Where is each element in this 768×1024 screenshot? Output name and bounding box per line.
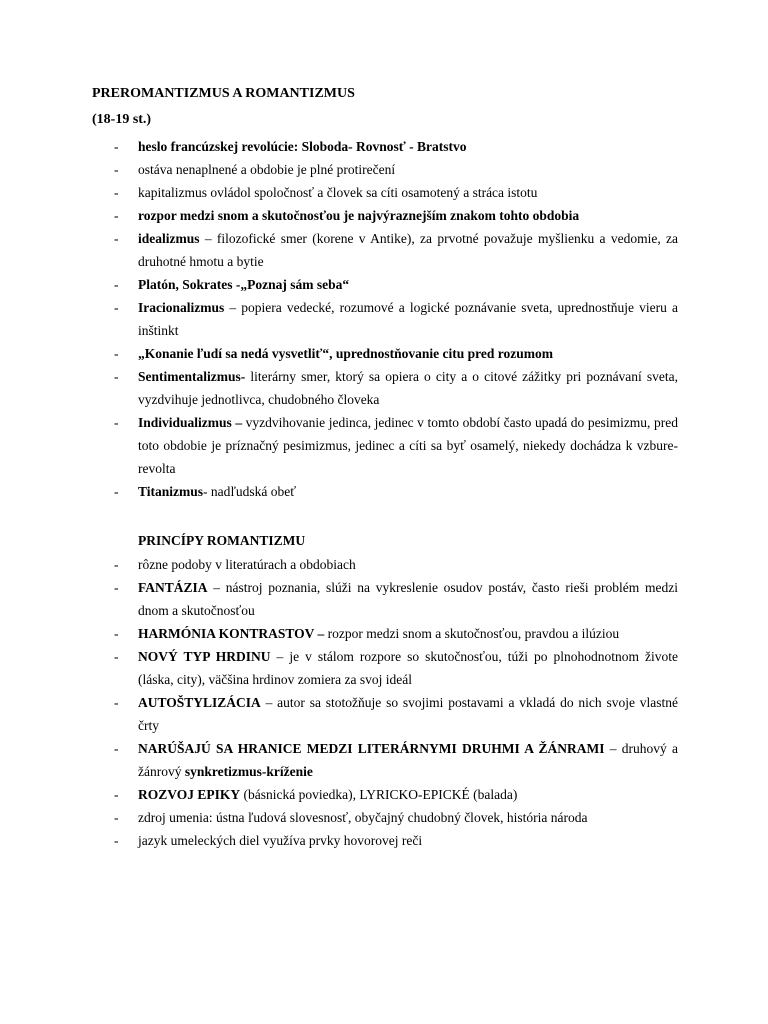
bullet-dash: -	[114, 557, 119, 572]
bullet-dash: -	[114, 626, 119, 641]
list-item	[0, 158, 678, 181]
item-term: idealizmus	[138, 231, 200, 246]
item-text: rozpor medzi snom a skutočnosťou, pravdou a ilúziou	[324, 626, 620, 641]
bullet-dash: -	[114, 300, 119, 315]
list-item	[0, 227, 678, 273]
item-term: FANTÁZIA	[138, 580, 208, 595]
bullet-dash: -	[114, 162, 119, 177]
item-term: NOVÝ TYP HRDINU	[138, 649, 271, 664]
item-term: Titanizmus	[138, 484, 204, 499]
section-heading-principles: PRINCÍPY ROMANTIZMU	[138, 533, 306, 548]
item-text: ostáva nenaplnené a obdobie je plné protirečení	[138, 162, 396, 177]
bullet-dash: -	[114, 231, 119, 246]
list-item	[0, 553, 678, 576]
item-text: rôzne podoby v literatúrach a obdobiach	[138, 557, 356, 572]
item-text: zdroj umenia: ústna ľudová slovesnosť, obyčajný chudobný človek, história národa	[138, 810, 588, 825]
item-text: jazyk umeleckých diel využíva prvky hovorovej reči	[138, 833, 423, 848]
list-item	[0, 829, 678, 852]
item-term: rozpor medzi snom a skutočnosťou je najvýraznejším znakom tohto obdobia	[138, 208, 580, 223]
list-item	[0, 365, 678, 411]
item-text: - nadľudská obeť	[203, 484, 296, 499]
bullet-dash: -	[114, 139, 119, 154]
list-item	[0, 806, 678, 829]
item-term: Sentimentalizmus-	[138, 369, 246, 384]
item-text: kapitalizmus ovládol spoločnosť a človek sa cíti osamotený a stráca istotu	[138, 185, 538, 200]
list-item	[0, 135, 678, 158]
list-item	[0, 622, 678, 645]
list-item	[0, 480, 678, 503]
bullet-dash: -	[114, 208, 119, 223]
bullet-dash: -	[114, 484, 119, 499]
bullet-dash: -	[114, 277, 119, 292]
list-item	[0, 783, 678, 806]
list-item	[0, 576, 678, 622]
item-text: vyzdvihovanie jedinca, jedinec v tomto období často upadá do pesimizmu, pred toto obdobie je príznačný pesimizmus, jedinec a cíti sa byť osamelý, niekedy dochádza k vzbure- revolta	[138, 415, 678, 476]
bullet-dash: -	[114, 649, 119, 664]
list-item	[0, 296, 678, 342]
bullet-dash: -	[114, 369, 119, 384]
item-term: Individualizmus –	[138, 415, 243, 430]
item-term: „Konanie ľudí sa nedá vysvetliť“, uprednostňovanie citu pred rozumom	[138, 346, 554, 361]
bullet-dash: -	[114, 810, 119, 825]
list-item	[0, 181, 678, 204]
item-text: – popiera vedecké, rozumové a logické poznávanie sveta, uprednostňuje vieru a inštinkt	[138, 300, 678, 338]
item-term: heslo francúzskej revolúcie: Sloboda- Rovnosť - Bratstvo	[138, 139, 467, 154]
principles-list	[0, 553, 768, 852]
bullet-dash: -	[114, 741, 119, 756]
bullet-dash: -	[114, 185, 119, 200]
item-text: – filozofické smer (korene v Antike), za prvotné považuje myšlienku a vedomie, za druhotné hmotu a bytie	[138, 231, 678, 269]
bullet-dash: -	[114, 415, 119, 430]
list-item	[0, 273, 678, 296]
item-text: (básnická poviedka), LYRICKO-EPICKÉ (balada)	[240, 787, 518, 802]
bullet-dash: -	[114, 695, 119, 710]
list-item	[0, 645, 678, 691]
item-text: – je v stálom rozpore so skutočnosťou, túži po plnohodnotnom živote (láska, city), väčšina hrdinov zomiera za svoj ideál	[138, 649, 679, 687]
item-term-secondary: synkretizmus-kríženie	[184, 764, 313, 779]
item-term: AUTOŠTYLIZÁCIA	[138, 695, 261, 710]
item-term: ROZVOJ EPIKY	[138, 787, 241, 802]
bullet-dash: -	[114, 833, 119, 848]
list-item	[0, 737, 678, 783]
item-term: HARMÓNIA KONTRASTOV –	[138, 626, 325, 641]
characteristics-list	[0, 135, 768, 503]
bullet-dash: -	[114, 346, 119, 361]
document-title: PREROMANTIZMUS A ROMANTIZMUS	[92, 86, 355, 101]
list-item	[0, 204, 678, 227]
item-text: literárny smer, ktorý sa opiera o city a o citové zážitky pri poznávaní sveta, vyzdvihuje jednotlivca, chudobného človeka	[138, 369, 678, 407]
item-term: NARÚŠAJÚ SA HRANICE MEDZI LITERÁRNYMI DRUHMI A ŽÁNRAMI	[138, 741, 605, 756]
list-item	[0, 342, 678, 365]
list-item	[0, 411, 678, 480]
document-period: (18-19 st.)	[92, 112, 152, 127]
item-term: Platón, Sokrates -„Poznaj sám seba“	[138, 277, 350, 292]
item-term: Iracionalizmus	[138, 300, 225, 315]
bullet-dash: -	[114, 580, 119, 595]
bullet-dash: -	[114, 787, 119, 802]
item-text: – autor sa stotožňuje so svojimi postavami a vkladá do nich svoje vlastné črty	[138, 695, 678, 733]
item-text: – druhový a žánrový	[138, 741, 678, 779]
item-text: – nástroj poznania, slúži na vykreslenie osudov postáv, často rieši problém medzi dnom a skutočnosťou	[138, 580, 678, 618]
list-item	[0, 691, 678, 737]
